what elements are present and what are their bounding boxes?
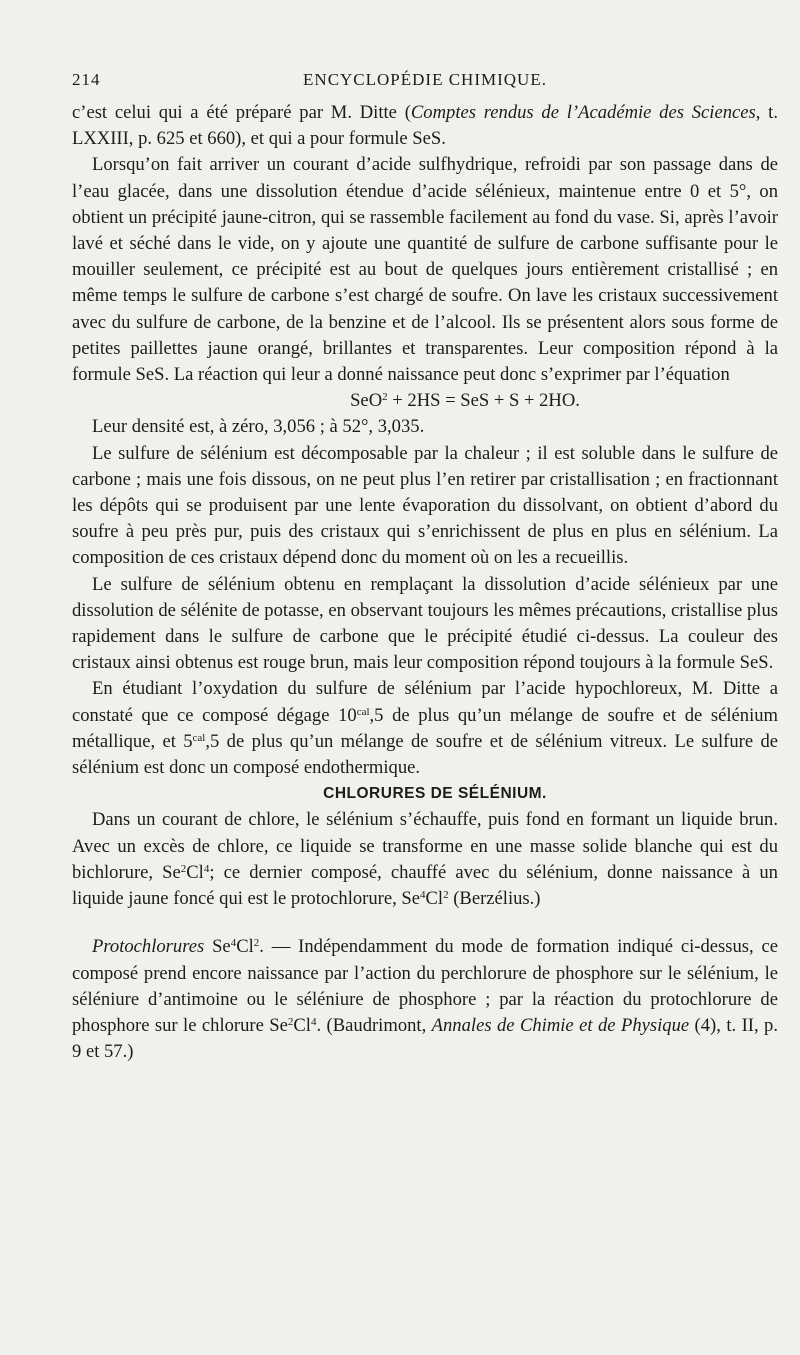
running-title: ENCYCLOPÉDIE CHIMIQUE. (303, 70, 547, 89)
running-header (72, 70, 778, 94)
subsection-title: Protochlorures (92, 936, 205, 958)
paragraph-continuation: c’est celui qui a été préparé par M. Ditte (Comptes rendus de l’Académie des Sciences, t. LXXIII, p. 625 et 660), et qui a pour formule SeS. (72, 102, 778, 150)
page-body (72, 100, 778, 1065)
section-heading: CHLORURES DE SÉLÉNIUM. (323, 785, 547, 803)
page-number: 214 (72, 70, 101, 89)
paragraph-decomposition: Le sulfure de sélénium est décomposable par la chaleur ; il est soluble dans le sulfure de carbone ; mais une fois dissous, on ne peut plus l’en retirer par cristallisation ; en fractionnant les dépôts qui se produisent par une lente évaporation du dissolvant, on obtient d’abord du soufre à peu près pur, puis des cristaux qui s’enrichissent de plus en plus en sélénium. La composition de ces cristaux dépend donc du moment où on les a recueillis. (72, 442, 778, 569)
paragraph-protochlorures: Protochlorures Se$^4$Cl$^2$. — Indépendamment du mode de formation indiqué ci-dessus, ce composé prend encore naissance par l’action du perchlorure de phosphore sur le sélénium, le séléniure d’antimoine ou le séléniure de phosphore ; par la réaction du protochlorure de phosphore sur le chlorure Se$^2$Cl$^4$. (Baudrimont, Annales de Chimie et de Physique (4), t. II, p. 9 et 57.) (72, 936, 778, 1063)
citation-journal: Annales de Chimie et de Physique (431, 1014, 690, 1036)
paragraph-oxidation: En étudiant l’oxydation du sulfure de sélénium par l’acide hypochloreux, M. Ditte a constaté que ce composé dégage $10^{cal},5$ de plus qu’un mélange de soufre et de sélénium métallique, et $5^{cal},5$ de plus qu’un mélange de soufre et de sélénium vitreux. Le sulfure de sélénium est donc un composé endothermique. (72, 678, 778, 779)
citation-title: Comptes rendus de l’Académie des Sciences (410, 102, 756, 123)
spacer (72, 912, 778, 934)
paragraph-preparation: Lorsqu’on fait arriver un courant d’acide sulfhydrique, refroidi par son passage dans de l’eau glacée, dans une dissolution étendue d’acide sélénieux, maintenue entre 0 et 5°, on obtient un précipité jaune-citron, qui se rassemble facilement au fond du vase. Si, après l’avoir lavé et séché dans le vide, on y ajoute une quantité de sulfure de carbone suffisante pour le mouiller seulement, ce précipité est au bout de quelques jours entièrement cristallisé ; en même temps le sulfure de carbone s’est chargé de soufre. On lave les cristaux successivement avec du sulfure de carbone, de la benzine et de l’alcool. Ils se présentent alors sous forme de petites paillettes jaune orangé, brillantes et transparentes. Leur composition répond à la formule SeS. La réaction qui leur a donné naissance peut donc s’exprimer par l’équation (72, 154, 778, 386)
chemical-equation: SeO$^2$ + 2HS = SeS + S + 2HO. (350, 390, 580, 412)
paragraph-density: Leur densité est, à zéro, 3,056 ; à 52°, 3,035. (92, 416, 425, 438)
paragraph-chlorine: Dans un courant de chlore, le sélénium s’échauffe, puis fond en formant un liquide brun. Avec un excès de chlore, ce liquide se transforme en une masse solide blanche qui est du bichlorure, Se$^2$Cl$^4$; ce dernier composé, chauffé avec du sélénium, donne naissance à un liquide jaune foncé qui est le protochlorure, Se$^4$Cl$^2$ (Berzélius.) (72, 809, 778, 910)
paragraph-selenite: Le sulfure de sélénium obtenu en remplaçant la dissolution d’acide sélénieux par une dissolution de sélénite de potasse, en observant toujours les mêmes précautions, cristallise plus rapidement dans le sulfure de carbone que le précipité étudié ci-dessus. La couleur des cristaux ainsi obtenus est rouge brun, mais leur composition répond toujours à la formule SeS. (72, 573, 778, 674)
